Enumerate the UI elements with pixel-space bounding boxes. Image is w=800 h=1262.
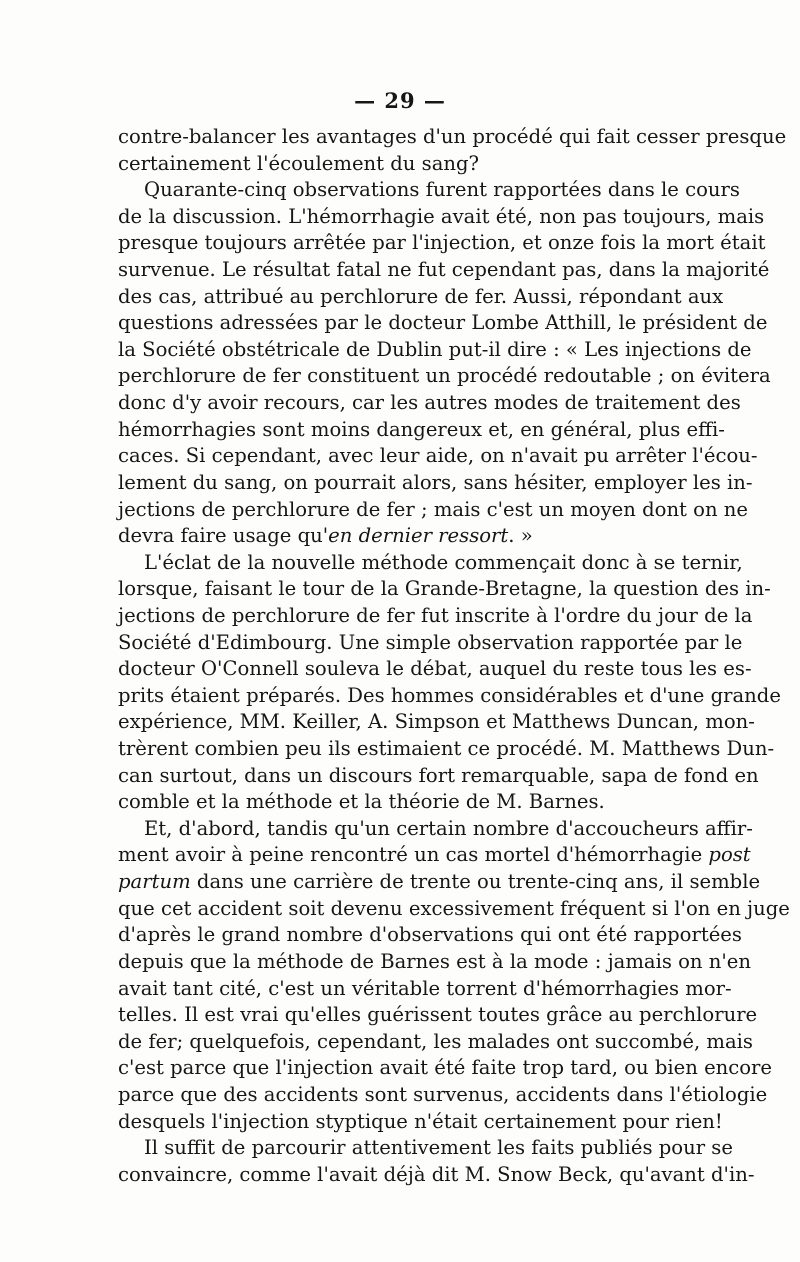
text-line: convaincre, comme l'avait déjà dit M. Snow Beck, qu'avant d'in- [118, 1162, 755, 1186]
text-line: L'éclat de la nouvelle méthode commençait donc à se ternir, [144, 550, 743, 574]
text-line: lement du sang, on pourrait alors, sans hésiter, employer les in- [118, 470, 753, 494]
paragraph [118, 124, 787, 177]
text-span: dans une carrière de trente ou trente-cinq ans, il semble [190, 870, 761, 894]
text-line: caces. Si cependant, avec leur aide, on n'avait pu arrêter l'écou- [118, 444, 758, 468]
text-line: depuis que la méthode de Barnes est à la mode : jamais on n'en [118, 949, 751, 973]
text-line: comble et la méthode et la théorie de M. Barnes. [118, 790, 605, 814]
paragraph [118, 550, 781, 816]
text-line: contre-balancer les avantages d'un procédé qui fait cesser presque [118, 125, 787, 148]
text-line: des cas, attribué au perchlorure de fer. Aussi, répondant aux [118, 284, 724, 308]
text-line: Et, d'abord, tandis qu'un certain nombre d'accoucheurs affir- [144, 816, 753, 840]
text-span: ment avoir à peine rencontré un cas mortel d'hémorrhagie [118, 843, 709, 867]
text-line: c'est parce que l'injection avait été faite trop tard, ou bien encore [118, 1056, 773, 1080]
text-line: Il suffit de parcourir attentivement les faits publiés pour se [144, 1136, 733, 1160]
text-line: desquels l'injection styptique n'était certainement pour rien! [118, 1109, 723, 1133]
text-line: trèrent combien peu ils estimaient ce procédé. M. Matthews Dun- [118, 737, 775, 761]
text-line: Quarante-cinq observations furent rapportées dans le cours [144, 178, 740, 202]
text-line: d'après le grand nombre d'observations qui ont été rapportées [118, 923, 742, 947]
text-span: devra faire usage qu' [118, 524, 329, 548]
text-line [118, 523, 678, 550]
text-line: telles. Il est vrai qu'elles guérissent toutes grâce au perchlorure [118, 1003, 758, 1027]
text-line: jections de perchlorure de fer ; mais c'est un moyen dont on ne [118, 497, 749, 521]
text-line: survenue. Le résultat fatal ne fut cependant pas, dans la majorité [118, 258, 770, 282]
italic-span: post [708, 843, 751, 867]
text-line: certainement l'écoulement du sang? [118, 151, 480, 175]
text-line: donc d'y avoir recours, car les autres modes de traitement des [118, 391, 741, 415]
text-line: lorsque, faisant le tour de la Grande-Bretagne, la question des in- [118, 577, 771, 601]
text-line: Société d'Edimbourg. Une simple observation rapportée par le [118, 630, 743, 654]
text-line: de la discussion. L'hémorrhagie avait été, non pas toujours, mais [118, 204, 765, 228]
text-line: jections de perchlorure de fer fut inscrite à l'ordre du jour de la [118, 603, 753, 627]
page-number: — 29 — [354, 88, 446, 113]
text-line: la Société obstétricale de Dublin put-il dire : « Les injections de [118, 337, 752, 361]
italic-span: en dernier ressort [328, 524, 509, 548]
body-text [118, 124, 790, 1188]
text-line: que cet accident soit devenu excessivement fréquent si l'on en juge [118, 896, 790, 920]
text-span: . » [508, 524, 533, 548]
text-line: presque toujours arrêtée par l'injection, et onze fois la mort était [118, 231, 766, 255]
text-line [118, 869, 761, 896]
text-line: perchlorure de fer constituent un procédé redoutable ; on évitera [118, 364, 771, 388]
text-line: avait tant cité, c'est un véritable torrent d'hémorrhagies mor- [118, 976, 732, 1000]
text-line: prits étaient préparés. Des hommes considérables et d'une grande [118, 683, 781, 707]
text-line: de fer; quelquefois, cependant, les malades ont succombé, mais [118, 1029, 753, 1053]
paragraph [118, 1135, 755, 1188]
text-line: questions adressées par le docteur Lombe Atthill, le président de [118, 311, 768, 335]
text-line: parce que des accidents sont survenus, accidents dans l'étiologie [118, 1082, 768, 1106]
text-line: docteur O'Connell souleva le débat, auquel du reste tous les es- [118, 657, 752, 681]
paragraph [118, 816, 790, 1135]
text-line: expérience, MM. Keiller, A. Simpson et Matthews Duncan, mon- [118, 710, 755, 734]
paragraph [118, 177, 771, 550]
text-line: can surtout, dans un discours fort remarquable, sapa de fond en [118, 763, 759, 787]
italic-span: partum [118, 870, 191, 894]
text-line: hémorrhagies sont moins dangereux et, en général, plus effi- [118, 417, 725, 441]
text-line [118, 842, 751, 869]
